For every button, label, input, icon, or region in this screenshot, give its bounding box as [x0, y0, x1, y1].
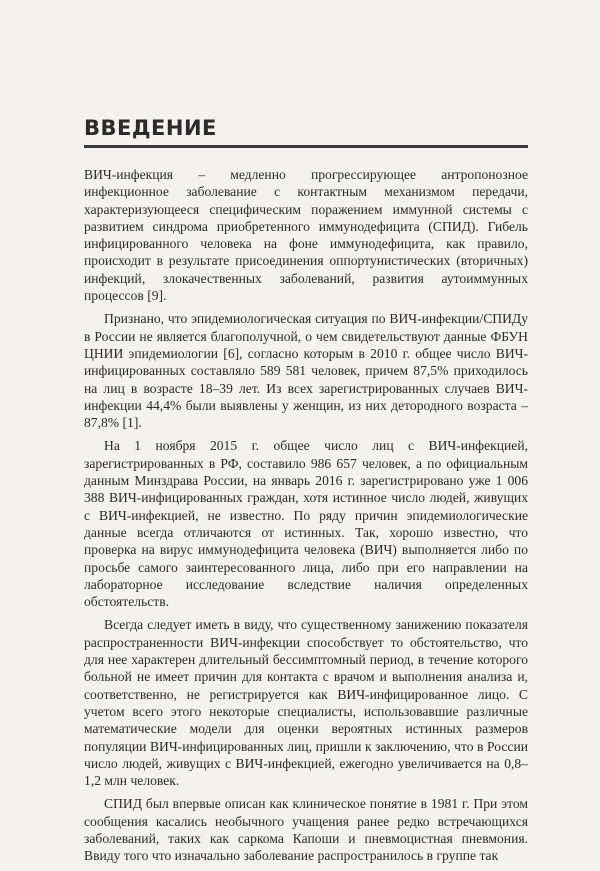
heading-rule [84, 145, 528, 148]
paragraph-1: ВИЧ-инфекция – медленно прогрессирующее антропонозное инфекционное заболевание с контактным механизмом передачи, характеризующееся специфическим поражением иммунной системы с развитием синдрома приобретенного иммунодефицита (СПИД). Гибель инфицированного человека на фоне иммунодефицита, как правило, происходит в результате присоединения оппортунистических (вторичных) инфекций, злокачественных заболеваний, развития аутоиммунных процессов [9]. [84, 167, 528, 304]
paragraph-5: СПИД был впервые описан как клиническое понятие в 1981 г. При этом сообщения касались необычного учащения ранее редко встречающихся заболеваний, таких как саркома Капоши и пневмоцистная пневмония. Ввиду того что изначально заболевание распространилось в группе так [84, 796, 528, 864]
paragraph-2: Признано, что эпидемиологическая ситуация по ВИЧ-инфекции/СПИДу в России не является благополучной, о чем свидетельствуют данные ФБУН ЦНИИ эпидемиологии [6], согласно которым в 2010 г. общее число ВИЧ-инфицированных составляло 589 581 человек, причем 87,5% приходилось на лиц в возрасте 18–39 лет. Из всех зарегистрированных случаев ВИЧ-инфекции 44,4% были выявлены у женщин, из них детородного возраста – 87,8% [1]. [84, 311, 528, 431]
paragraph-3: На 1 ноября 2015 г. общее число лиц с ВИЧ-инфекцией, зарегистрированных в РФ, составило 986 657 человек, а по официальным данным Минздрава России, на январь 2016 г. зарегистрировано уже 1 006 388 ВИЧ-инфицированных граждан, хотя истинное число людей, живущих с ВИЧ-инфекцией, не известно. По ряду причин эпидемиологические данные всегда отличаются от истинных. Так, хорошо известно, что проверка на вирус иммунодефицита человека (ВИЧ) выполняется либо по просьбе самого заинтересованного лица, либо при его направлении на лабораторное исследование вследствие наличия определенных обстоятельств. [84, 438, 528, 610]
body-text [84, 166, 528, 871]
paragraph-4: Всегда следует иметь в виду, что существенному занижению показателя распространенности ВИЧ-инфекции способствует то обстоятельство, что для нее характерен длительный бессимптомный период, в течение которого больной не имеет причин для контакта с врачом и выполнения анализа и, соответственно, не регистрируется как ВИЧ-инфицированное лицо. С учетом всего этого некоторые специалисты, использовавшие различные математические модели для оценки вероятных истинных размеров популяции ВИЧ-инфицированных лиц, пришли к заключению, что в России число людей, живущих с ВИЧ-инфекцией, ежегодно увеличивается на 0,8–1,2 млн человек. [84, 617, 528, 789]
chapter-heading: ВВЕДЕНИЕ [84, 116, 217, 140]
